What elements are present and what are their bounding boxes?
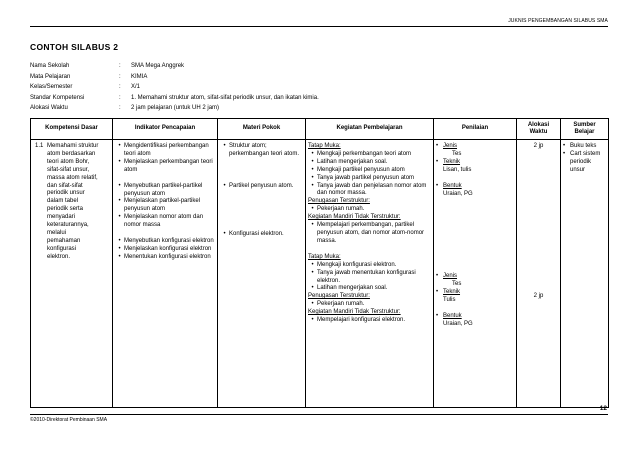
alokasi-value: 2 jp [533, 292, 544, 299]
kegiatan-item: Mempelajari perkembangan, partikel penyusun atom, dan nomor atom-nomor massa. [317, 222, 425, 244]
kegiatan-heading: Kegiatan Mandiri Tidak Terstruktur: [308, 214, 401, 221]
indikator-item: Mengidentifikasi perkembangan teori atom [124, 143, 209, 157]
kegiatan-item: Latihan mengerjakan soal. [317, 285, 388, 292]
kegiatan-item: Pekerjaan rumah. [317, 206, 365, 213]
header-rule [30, 26, 608, 27]
kegiatan-item: Tanya jawab dan penjelasan nomor atom dan nomor massa. [317, 182, 427, 197]
bullet: • [311, 269, 314, 276]
penilaian-value: Tes [452, 281, 462, 288]
footer-rule [30, 414, 608, 415]
indikator-item: Menjelaskan konfigurasi elektron [124, 245, 212, 252]
penilaian-label: Jenis [443, 273, 458, 280]
info-row-competency [30, 93, 319, 104]
bullet: • [436, 313, 439, 320]
kegiatan-item: Tanya jawab partikel penyusun atom [317, 174, 415, 181]
penilaian-label: Bentuk [443, 182, 462, 189]
bullet: • [436, 158, 439, 165]
kegiatan-item: Tanya jawab menentukan konfigurasi elektron. [317, 269, 416, 284]
info-row-time [30, 103, 319, 114]
alokasi-value: 2 jp [533, 143, 544, 149]
col-header-materi: Materi Pokok [218, 119, 306, 140]
table-row [31, 140, 609, 408]
kegiatan-item: Latihan mengerjakan soal. [317, 158, 388, 165]
kegiatan-heading: Penugasan Terstruktur: [308, 198, 370, 205]
penilaian-value: Tulis [443, 297, 456, 304]
kd-number: 1.1 [35, 143, 44, 149]
kd-text: Memahami struktur atom berdasarkan teori atom Bohr, sifat-sifat unsur, massa atom relatif, dan sifat-sifat periodik unsur dalam tabel periodik serta menyadari keteraturannya, melalui pemahaman konfigurasi elektron. [47, 143, 99, 260]
kegiatan-item: Mengkaji perkembangan teori atom [317, 150, 412, 157]
info-value: 1. Memahami struktur atom, sifat-sifat periodik unsur, dan ikatan kimia. [131, 94, 319, 101]
bullet: • [311, 206, 314, 213]
info-row-school [30, 61, 319, 72]
penilaian-value: Uraian, PG [443, 320, 473, 327]
penilaian-label: Teknik [443, 158, 461, 165]
footer-copyright: ©2010-Direktorat Pembinaan SMA [30, 417, 108, 423]
info-label: Kelas/Semester [30, 84, 73, 90]
indikator-item: Menyebutkan konfigurasi elektron [124, 238, 214, 245]
col-header-alokasi: Alokasi Waktu [517, 119, 561, 140]
info-row-class [30, 82, 319, 93]
bullet: • [118, 198, 121, 205]
bullet: • [436, 182, 439, 189]
syllabus-info [30, 61, 319, 114]
cell-alokasi [517, 140, 561, 408]
syllabus-table [30, 118, 609, 408]
info-label: Alokasi Waktu [30, 105, 68, 111]
indikator-item: Menjelaskan nomor atom dan nomor massa [124, 214, 204, 229]
bullet: • [311, 174, 314, 181]
materi-item: Partikel penyusun atom. [229, 182, 294, 189]
bullet: • [311, 285, 314, 292]
table-header-row [31, 119, 609, 140]
penilaian-value: Uraian, PG [443, 190, 473, 197]
bullet: • [223, 182, 226, 189]
info-value: SMA Mega Anggrek [131, 63, 185, 69]
kegiatan-item: Pekerjaan rumah. [317, 301, 365, 308]
info-colon: : [119, 105, 121, 111]
bullet: • [436, 143, 439, 149]
penilaian-value: Lisan, tulis [443, 166, 472, 173]
info-value: KIMIA [131, 73, 148, 80]
bullet: • [311, 261, 314, 268]
cell-kegiatan [306, 140, 434, 408]
kegiatan-heading: Kegiatan Mandiri Tidak Terstruktur: [308, 309, 401, 316]
info-row-subject [30, 72, 319, 83]
kegiatan-item: Mengkaji konfigurasi elektron. [317, 261, 397, 268]
penilaian-label: Teknik [443, 289, 461, 296]
sumber-item: Cart sistem periodik unsur [570, 150, 601, 173]
bullet: • [223, 143, 226, 149]
kegiatan-item: Mempelajari konfigurasi elektron. [317, 317, 406, 324]
bullet: • [311, 150, 314, 157]
page-number: 12 [599, 405, 607, 412]
cell-kd [31, 140, 113, 408]
info-value: 2 jam pelajaran (untuk UH 2 jam) [131, 105, 220, 111]
info-colon: : [119, 73, 121, 80]
col-header-penilaian: Penilaian [434, 119, 517, 140]
indikator-item: Menyebutkan partikel-partikel penyusun atom [124, 182, 203, 197]
running-header: JUKNIS PENGEMBANGAN SILABUS SMA [508, 18, 608, 24]
info-label: Standar Kompetensi [30, 94, 85, 101]
info-label: Nama Sekolah [30, 63, 70, 69]
bullet: • [563, 150, 566, 157]
col-header-sumber: Sumber Belajar [561, 119, 609, 140]
document-title: CONTOH SILABUS 2 [30, 42, 119, 52]
materi-item: Konfigurasi elektron. [229, 230, 284, 237]
bullet: • [311, 158, 314, 165]
penilaian-label: Jenis [443, 143, 458, 149]
bullet: • [118, 158, 121, 165]
sumber-item: Buku teks [570, 143, 597, 149]
cell-penilaian [434, 140, 517, 408]
materi-item: Struktur atom; perkembangan teori atom. [229, 143, 300, 157]
cell-indikator [113, 140, 218, 408]
bullet: • [311, 166, 314, 173]
cell-materi [218, 140, 306, 408]
bullet: • [118, 143, 121, 149]
info-value: X/1 [131, 84, 141, 90]
indikator-item: Menentukan konfigurasi elektron [124, 253, 211, 260]
bullet: • [311, 222, 314, 229]
bullet: • [436, 289, 439, 296]
kegiatan-heading: Tatap Muka: [308, 143, 341, 149]
penilaian-label: Bentuk [443, 313, 462, 320]
bullet: • [311, 301, 314, 308]
col-header-kegiatan: Kegiatan Pembelajaran [306, 119, 434, 140]
bullet: • [118, 182, 121, 189]
info-colon: : [119, 63, 121, 69]
kegiatan-heading: Penugasan Terstruktur: [308, 293, 370, 300]
bullet: • [436, 273, 439, 280]
bullet: • [563, 143, 566, 149]
indikator-item: Menjelaskan partikel-partikel penyusun atom [124, 198, 201, 213]
penilaian-value: Tes [452, 150, 462, 157]
indikator-item: Menjelaskan perkembangan teori atom [124, 158, 213, 173]
cell-sumber [561, 140, 609, 408]
col-header-indikator: Indikator Pencapaian [113, 119, 218, 140]
bullet: • [118, 253, 121, 260]
info-colon: : [119, 84, 121, 90]
bullet: • [311, 317, 314, 324]
bullet: • [118, 214, 121, 221]
bullet: • [118, 245, 121, 252]
col-header-kd: Kompetensi Dasar [31, 119, 113, 140]
info-colon: : [119, 94, 121, 101]
bullet: • [223, 230, 226, 237]
bullet: • [118, 238, 121, 245]
info-label: Mata Pelajaran [30, 73, 71, 80]
bullet: • [311, 182, 314, 189]
kegiatan-item: Mengkaji partikel penyusun atom [317, 166, 405, 173]
kegiatan-heading: Tatap Muka: [308, 253, 341, 260]
